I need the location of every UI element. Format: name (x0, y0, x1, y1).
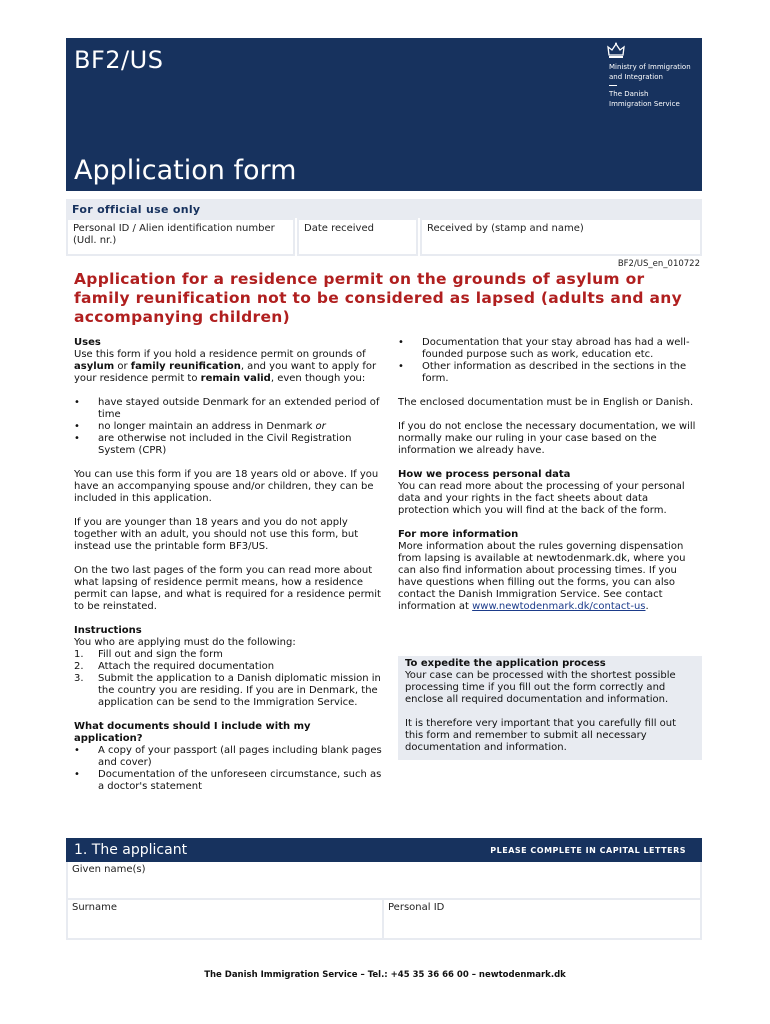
service-line-1: The Danish (609, 90, 649, 98)
lapsing-paragraph: On the two last pages of the form you can read more about what lapsing of residence permit means, how a residence permit can lapse, and what is required for a residence permit to be reinstated. (74, 565, 381, 612)
form-header (66, 38, 702, 191)
list-item: 3. Submit the application to a Danish diplomatic mission in the country you are residing. If you are in Denmark, the application can be send to the Immigration Service. (74, 673, 381, 708)
ministry-line-2: and Integration (609, 73, 663, 81)
received-by-cell[interactable] (420, 218, 702, 256)
date-received-label: Date received (304, 223, 374, 234)
personal-id-field[interactable] (384, 900, 700, 938)
main-heading: Application for a residence permit on the grounds of asylum or family reunification not to be considered as lapsed (adults and any accompanying children) (74, 270, 683, 326)
section-title: 1. The applicant (74, 842, 188, 858)
right-column (398, 337, 698, 613)
surname-label: Surname (72, 902, 117, 913)
list-item: • Documentation of the unforeseen circumstance, such as a doctor's statement (74, 769, 384, 793)
instructions-steps (74, 649, 384, 709)
uses-title: Uses (74, 337, 101, 348)
documents-title: What documents should I include with my application? (74, 721, 311, 744)
official-use-box (66, 199, 702, 257)
applicant-section (66, 838, 702, 940)
official-use-title: For official use only (72, 203, 201, 216)
logo-divider (609, 85, 617, 86)
expedite-title: To expedite the application process (405, 658, 606, 669)
list-item: • A copy of your passport (all pages including blank pages and cover) (74, 745, 384, 769)
younger-paragraph: If you are younger than 18 years and you do not apply together with an adult, you should not use this form, but instead use the printable form BF3/US. (74, 517, 359, 552)
personal-id-label: Personal ID (388, 902, 445, 913)
page-footer: The Danish Immigration Service – Tel.: +45 35 36 66 00 – newtodenmark.dk (204, 970, 566, 980)
list-item: • no longer maintain an address in Denmark or (74, 421, 384, 433)
contact-link[interactable]: www.newtodenmark.dk/contact-us (472, 601, 646, 612)
list-item: 2. Attach the required documentation (74, 661, 275, 672)
ministry-line-1: Ministry of Immigration (609, 63, 691, 71)
age-paragraph: You can use this form if you are 18 years old or above. If you have an accompanying spouse and/or children, they can be included in this application. (74, 469, 379, 504)
language-paragraph: The enclosed documentation must be in English or Danish. (398, 397, 694, 408)
more-info-title: For more information (398, 529, 519, 540)
list-item: • are otherwise not included in the Civil Registration System (CPR) (74, 433, 384, 457)
instructions-title: Instructions (74, 625, 142, 636)
alien-id-label: Personal ID / Alien identification number (Udl. nr.) (73, 223, 275, 246)
expedite-paragraph-2: It is therefore very important that you carefully fill out this form and remember to submit all necessary documentation and information. (405, 718, 677, 753)
form-title: Application form (74, 155, 297, 186)
expedite-box (398, 656, 702, 760)
documentation-bullets (398, 337, 698, 385)
more-info-paragraph: More information about the rules governing dispensation from lapsing is available at newtodenmark.dk, where you can also find information about processing times. If you have questions when filling out the forms, you can also contact the Danish Immigration Service. See contact information at www.newtodenmark.dk/contact-us. (398, 541, 686, 612)
list-item: • have stayed outside Denmark for an extended period of time (74, 397, 384, 421)
given-names-label: Given name(s) (72, 864, 146, 875)
documents-bullets (74, 745, 384, 793)
uses-bullets (74, 397, 384, 457)
list-item: • Other information as described in the sections in the form. (398, 361, 698, 385)
instructions-intro: You who are applying must do the following: (74, 637, 296, 648)
ruling-paragraph: If you do not enclose the necessary documentation, we will normally make our ruling in your case based on the information we already have. (398, 421, 696, 456)
personal-data-title: How we process personal data (398, 469, 571, 480)
crown-logo-icon (606, 42, 626, 60)
uses-paragraph: Use this form if you hold a residence permit on grounds of asylum or family reunification, and you want to apply for your residence permit to remain valid, even though you: (74, 349, 377, 384)
alien-id-cell[interactable] (66, 218, 295, 256)
left-column (74, 337, 384, 793)
surname-field[interactable] (68, 900, 382, 938)
list-item: • Documentation that your stay abroad has had a well-founded purpose such as work, education etc. (398, 337, 698, 361)
received-by-label: Received by (stamp and name) (427, 223, 584, 234)
form-reference: BF2/US_en_010722 (617, 259, 700, 269)
given-names-field[interactable] (68, 862, 700, 898)
expedite-paragraph-1: Your case can be processed with the shortest possible processing time if you fill out the form correctly and enclose all required documentation and information. (405, 670, 676, 705)
ministry-logo-text (609, 62, 691, 109)
date-received-cell[interactable] (297, 218, 418, 256)
applicant-section-header (66, 838, 702, 862)
service-line-2: Immigration Service (609, 100, 680, 108)
list-item: 1. Fill out and sign the form (74, 649, 223, 660)
form-code: BF2/US (74, 46, 164, 74)
official-use-header (66, 199, 702, 218)
personal-data-paragraph: You can read more about the processing of your personal data and your rights in the fact sheets about data protection which you will find at the back of the form. (398, 481, 685, 516)
capital-letters-note: PLEASE COMPLETE IN CAPITAL LETTERS (490, 846, 686, 855)
